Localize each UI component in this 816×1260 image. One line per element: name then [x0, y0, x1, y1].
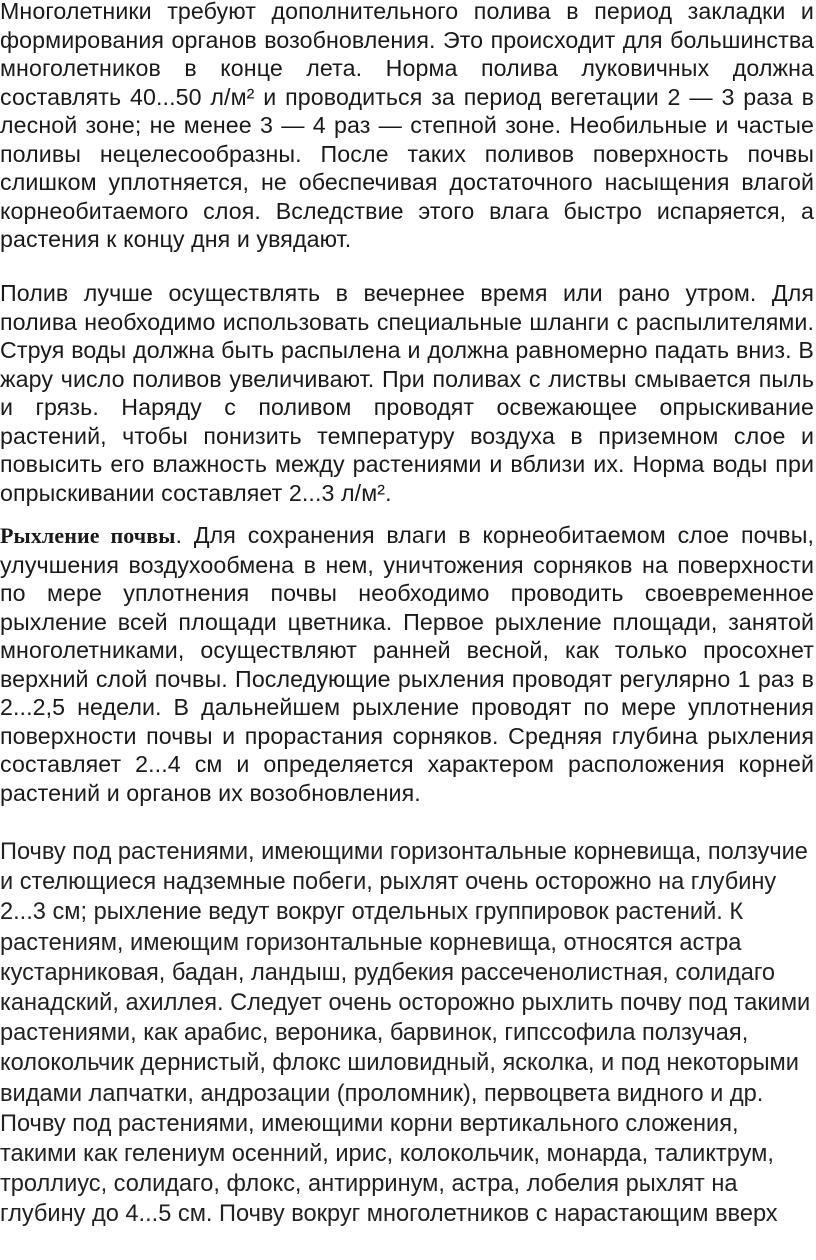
- paragraph-watering-norms: Многолетники требуют дополнительного полива в период закладки и формирования органов возобновления. Это происходит для большинства многолетников в конце лета. Норма полива луковичных должна составлять 40...50 л/м² и проводиться за период вегетации 2 — 3 раза в лесной зоне; не менее 3 — 4 раз — степной зоне. Необильные и частые поливы нецелесообразны. После таких поливов поверхность почвы слишком уплотняется, не обеспечивая достаточного насыщения влагой корнеобитаемого слоя. Вследствие этого влага быстро испаряется, а растения к концу дня и увядают.: [0, 0, 814, 252]
- paragraph-loosening-depth: Почву под растениями, имеющими горизонтальные корневища, ползучие и стелющиеся надземные побеги, рыхлят очень осторожно на глубину 2...3 см; рыхление ведут вокруг отдельных группировок растений. К растениям, имеющим горизонтальные корневища, относятся астра кустарниковая, бадан, ландыш, рудбекия рассеченолистная, солидаго канадский, ахиллея. Следует очень осторожно рыхлить почву под такими растениями, как арабис, вероника, барвинок, гипссофила ползучая, колокольчик дернистый, флокс шиловидный, ясколка, и под некоторыми видами лапчатки, андрозации (проломник), первоцвета видного и др. Почву под растениями, имеющими корни вертикального сложения, такими как гелениум осенний, ирис, колокольчик, монарда, таликтрум, троллиус, солидаго, флокс, антирринум, астра, лобелия рыхлят на глубину до 4...5 см. Почву вокруг многолетников с нарастающим вверх: [0, 839, 811, 1228]
- section-heading-soil-loosening: Рыхление почвы: [0, 523, 176, 548]
- paragraph-soil-loosening: [0, 521, 814, 807]
- paragraph-body: Для сохранения влаги в корнеобитаемом слое почвы, улучшения воздухообмена в нем, уничтожения сорняков на поверхности по мере уплотнения почвы необходимо проводить своевременное рыхление всей площади цветника. Первое рыхление площади, занятой многолетниками, осуществляют ранней весной, как только просохнет верхний слой почвы. Последующие рыхления проводят регулярно 1 раз в 2...2,5 недели. В дальнейшем рыхление проводят по мере уплотнения поверхности почвы и прорастания сорняков. Средняя глубина рыхления составляет 2...4 см и определяется характером расположения корней растений и органов их возобновления.: [0, 522, 815, 806]
- heading-period: .: [175, 522, 183, 548]
- paragraph-watering-method: Полив лучше осуществлять в вечернее время или рано утром. Для полива необходимо использовать специальные шланги с распылителями. Струя воды должна быть распылена и должна равномерно падать вниз. В жару число поливов увеличивают. При поливах с листвы смывается пыль и грязь. Наряду с поливом проводят освежающее опрыскивание растений, чтобы понизить температуру воздуха в приземном слое и повысить его влажность между растениями и вблизи их. Норма воды при опрыскивании составляет 2...3 л/м².: [0, 280, 814, 506]
